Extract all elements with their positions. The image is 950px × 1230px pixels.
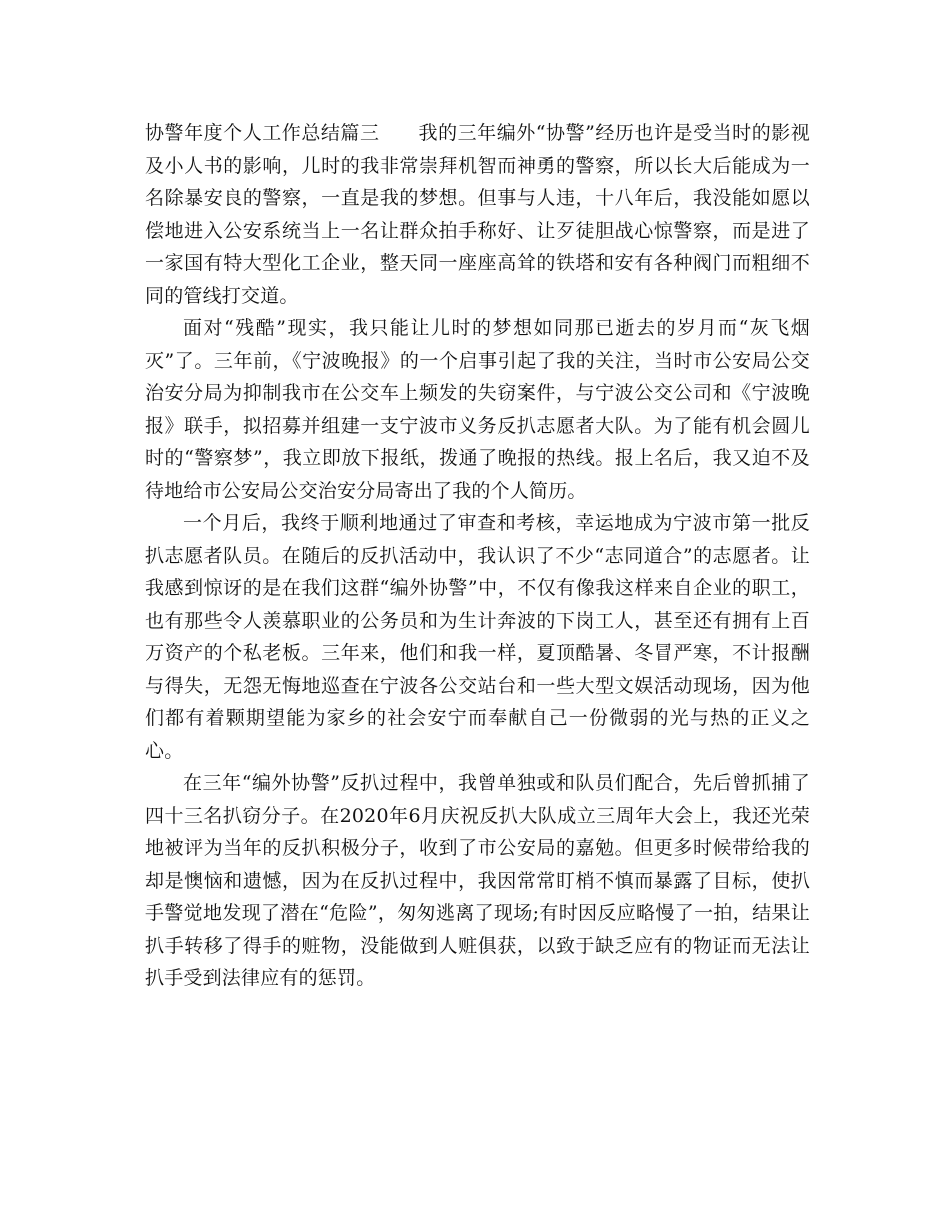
paragraph-3: 一个月后，我终于顺利地通过了审查和考核，幸运地成为宁波市第一批反扒志愿者队员。在随后的反扒活动中，我认识了不少“志同道合”的志愿者。让我感到惊讶的是在我们这群“编外协警”中，不仅有像我这样来自企业的职工，也有那些令人羡慕职业的公务员和为生计奔波的下岗工人，甚至还有拥有上百万资产的个私老板。三年来，他们和我一样，夏顶酷暑、冬冒严寒，不计报酬与得失，无怨无悔地巡查在宁波各公交站台和一些大型文娱活动现场，因为他们都有着颗期望能为家乡的社会安宁而奉献自己一份微弱的光与热的正义之心。	[145, 512, 810, 762]
paragraph-1: 协警年度个人工作总结篇三 我的三年编外“协警”经历也许是受当时的影视及小人书的影响，儿时的我非常崇拜机智而神勇的警察，所以长大后能成为一名除暴安良的警察，一直是我的梦想。但事与人违，十八年后，我没能如愿以偿地进入公安系统当上一名让群众拍手称好、让歹徒胆战心惊警察，而是进了一家国有特大型化工企业，整天同一座座高耸的铁塔和安有各种阀门而粗细不同的管线打交道。	[145, 122, 810, 307]
paragraph-2: 面对“残酷”现实，我只能让儿时的梦想如同那已逝去的岁月而“灰飞烟灭”了。三年前，《宁波晚报》的一个启事引起了我的关注，当时市公安局公交治安分局为抑制我市在公交车上频发的失窃案件，与宁波公交公司和《宁波晚报》联手，拟招募并组建一支宁波市义务反扒志愿者大队。为了能有机会圆儿时的“警察梦”，我立即放下报纸，拨通了晚报的热线。报上名后，我又迫不及待地给市公安局公交治安分局寄出了我的个人简历。	[145, 317, 810, 502]
paragraph-4: 在三年“编外协警”反扒过程中，我曾单独或和队员们配合，先后曾抓捕了四十三名扒窃分子。在2020年6月庆祝反扒大队成立三周年大会上，我还光荣地被评为当年的反扒积极分子，收到了市公安局的嘉勉。但更多时候带给我的却是懊恼和遗憾，因为在反扒过程中，我因常常盯梢不慎而暴露了目标，使扒手警觉地发现了潜在“危险”，匆匆逃离了现场;有时因反应略慢了一拍，结果让扒手转移了得手的赃物，没能做到人赃俱获，以致于缺乏应有的物证而无法让扒手受到法律应有的惩罚。	[145, 772, 810, 989]
document-body	[145, 117, 810, 995]
